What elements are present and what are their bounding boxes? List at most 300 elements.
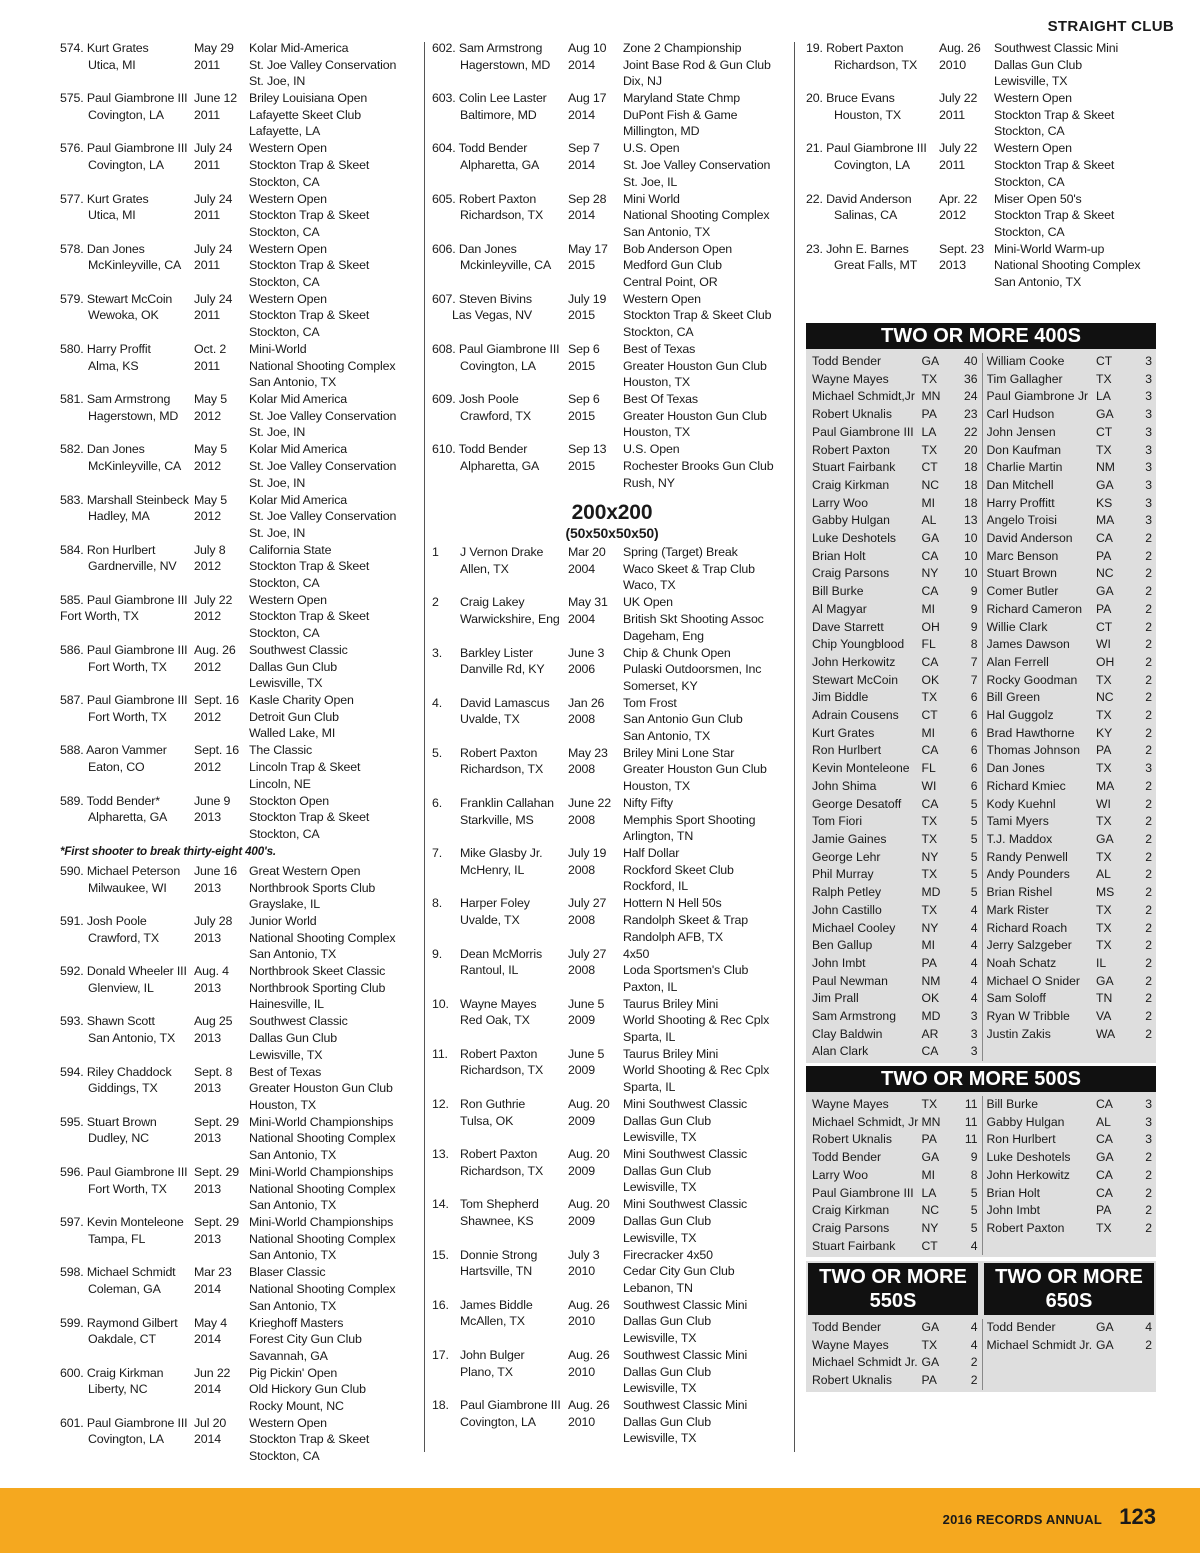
record-entry: [60, 90, 420, 140]
record-date: [194, 742, 249, 792]
event-line: Rush, NY: [623, 475, 675, 490]
shooter-state: MI: [921, 1167, 936, 1182]
table-row: [987, 902, 1153, 920]
record-shooter: [60, 1114, 194, 1164]
shooter-state: PA: [1096, 1203, 1112, 1218]
shooter-name: Shawn Scott: [86, 1014, 155, 1029]
date-year: 2014: [568, 57, 595, 72]
count: 2: [1145, 1009, 1152, 1024]
record-number: 576.: [60, 141, 84, 156]
event-line: Krieghoff Masters: [249, 1315, 344, 1330]
count: 2: [1145, 955, 1152, 970]
shooter-state: MA: [1096, 778, 1115, 793]
record-number: 12.: [432, 1097, 449, 1112]
table-500s: [806, 1066, 1156, 1257]
record-shooter: [460, 845, 568, 895]
record-event: [623, 695, 792, 745]
table-row: [987, 601, 1153, 619]
date-year: 2009: [568, 1013, 595, 1028]
record-date: [568, 191, 623, 241]
shooter-line: [806, 140, 939, 157]
record-shooter: [60, 1164, 194, 1214]
shooter-name: Dan Jones: [86, 241, 145, 256]
date-day: Jun 22: [194, 1365, 231, 1380]
count: 3: [1145, 354, 1152, 368]
record-event: [249, 1164, 420, 1214]
shooter-state: PA: [921, 1373, 937, 1388]
record-entry: [806, 191, 1156, 241]
record-event: [623, 645, 792, 695]
table-row: [987, 459, 1153, 477]
shooter-line: [432, 391, 568, 408]
record-event: [623, 1297, 792, 1347]
table-row: [812, 920, 978, 938]
record-event: [249, 1114, 420, 1164]
count: 3: [970, 1009, 978, 1024]
shooter-location: Fort Worth, TX: [88, 709, 167, 724]
table-row: [987, 760, 1153, 778]
event-line: Southwest Classic Mini: [623, 1347, 748, 1362]
shooter-name: Paul Giambrone III: [460, 1398, 561, 1413]
shooter-name: Stuart Fairbank: [812, 1238, 896, 1253]
date-day: July 22: [939, 141, 978, 156]
table-row: [812, 565, 978, 583]
record-date: [568, 391, 623, 441]
record-entry: [60, 391, 420, 441]
event-line: St. Joe, IN: [249, 525, 306, 540]
count: 2: [1145, 1203, 1152, 1218]
table-row: [987, 406, 1153, 424]
event-line: Stockton Trap & Skeet: [249, 258, 370, 273]
shooter-line: [60, 492, 194, 509]
event-line: St. Joe, IL: [623, 174, 678, 189]
record-entry: [432, 645, 792, 695]
shooter-name: Paul Giambrone III: [86, 91, 188, 106]
shooter-location: McKinleyville, CA: [88, 458, 182, 473]
date-day: Sep 7: [568, 141, 600, 156]
record-entry: [60, 1064, 420, 1114]
record-shooter: [60, 40, 194, 90]
event-line: National Shooting Complex: [623, 208, 770, 223]
record-number: 13.: [432, 1147, 449, 1162]
table-row: [812, 1096, 978, 1114]
date-day: Aug. 26: [568, 1297, 610, 1312]
table-row: [812, 973, 978, 991]
shooter-line: [60, 140, 194, 157]
shooter-location: Covington, LA: [88, 1432, 164, 1447]
count: 6: [970, 761, 978, 776]
shooter-name: Alan Clark: [812, 1044, 869, 1059]
table-row: [987, 477, 1153, 495]
date-day: June 5: [568, 996, 605, 1011]
shooter-location: Uvalde, TX: [460, 712, 520, 727]
record-shooter: [460, 1046, 568, 1096]
shooter-state: WI: [1096, 796, 1111, 811]
count: 10: [963, 566, 978, 581]
shooter-state: AL: [921, 513, 937, 528]
table-550s-650s: [806, 1261, 1156, 1392]
date-year: 2008: [568, 762, 595, 777]
event-line: Taurus Briley Mini: [623, 996, 719, 1011]
event-line: National Shooting Complex: [249, 1181, 396, 1196]
event-line: Lincoln Trap & Skeet: [249, 760, 361, 774]
count: 40: [963, 354, 978, 368]
count: 2: [1145, 991, 1152, 1006]
table-row: [812, 1149, 978, 1167]
table-row: [987, 1114, 1153, 1132]
shooter-name: Craig Kirkman: [812, 477, 890, 492]
record-entry: [432, 441, 792, 491]
count: 3: [1145, 407, 1152, 422]
record-date: [194, 1164, 249, 1214]
shooter-location: Utica, MI: [88, 57, 136, 72]
shooter-state: GA: [921, 354, 940, 368]
shooter-state: AL: [1096, 1114, 1111, 1129]
record-event: [623, 996, 792, 1046]
record-entry: [432, 241, 792, 291]
record-date: [939, 191, 994, 241]
record-shooter: [460, 1096, 568, 1146]
record-entry: [60, 1114, 420, 1164]
record-event: [249, 642, 420, 692]
shooter-name: Jim Biddle: [812, 690, 869, 705]
shooter-line: [60, 913, 194, 930]
shooter-name: Luke Deshotels: [812, 531, 897, 546]
count: 6: [970, 690, 978, 705]
record-date: [568, 1046, 623, 1096]
count: 2: [1145, 1150, 1152, 1165]
date-day: July 27: [568, 896, 607, 911]
shooter-location: Richardson, TX: [460, 1063, 544, 1078]
date-year: 2013: [194, 1131, 221, 1146]
shooter-name: Craig Kirkman: [86, 1365, 164, 1380]
event-line: St. Joe, IN: [249, 475, 306, 490]
event-line: Western Open: [249, 141, 327, 156]
record-shooter: [60, 241, 194, 291]
record-shooter: [432, 291, 568, 341]
record-date: [568, 90, 623, 140]
shooter-name: Harry Proffit: [86, 342, 151, 357]
event-line: Stockton Trap & Skeet: [249, 157, 370, 172]
event-line: U.S. Open: [623, 442, 680, 457]
date-year: 2010: [568, 1314, 595, 1329]
shooter-name: Robert Paxton: [826, 41, 904, 55]
event-line: Lafayette Skeet Club: [249, 107, 362, 122]
record-event: [249, 542, 420, 592]
shooter-state: TX: [921, 690, 938, 705]
record-number: 11.: [432, 1046, 448, 1061]
date-year: 2013: [194, 880, 221, 895]
record-entry: [432, 845, 792, 895]
shooter-location: Crawford, TX: [88, 930, 159, 945]
shooter-state: CA: [921, 1044, 939, 1059]
shooter-state: TN: [1096, 991, 1113, 1006]
event-line: Southwest Classic: [249, 1014, 348, 1029]
shooter-state: AL: [1096, 867, 1111, 882]
event-line: Arlington, TN: [623, 829, 694, 844]
table-row: [987, 619, 1153, 637]
shooter-state: MI: [921, 495, 936, 510]
date-day: Aug. 26: [568, 1398, 610, 1413]
record-number: 579.: [60, 291, 84, 306]
shooter-state: GA: [921, 1320, 940, 1334]
table-row: [987, 442, 1153, 460]
record-date: [568, 140, 623, 190]
count: 24: [963, 389, 978, 404]
event-line: Nifty Fifty: [623, 796, 673, 811]
record-date: [194, 642, 249, 692]
date-day: May 4: [194, 1315, 227, 1330]
event-line: Walled Lake, MI: [249, 726, 336, 741]
record-number: 22.: [806, 191, 823, 206]
shooter-state: MS: [1096, 885, 1115, 900]
count: 2: [1145, 708, 1152, 723]
date-year: 2009: [568, 1113, 595, 1128]
count: 2: [1145, 601, 1152, 616]
table-row: [812, 1167, 978, 1185]
table-row: [987, 884, 1153, 902]
shooter-name: Ron Hurlbert: [86, 542, 156, 557]
shooter-location: Allen, TX: [460, 561, 509, 576]
shooter-name: Stuart Fairbank: [812, 460, 896, 475]
event-line: Lewisville, TX: [994, 74, 1068, 89]
count: 3: [970, 1026, 978, 1041]
record-event: [249, 1064, 420, 1114]
shooter-state: CT: [921, 460, 938, 475]
event-line: Stockton, CA: [249, 174, 320, 189]
event-line: Briley Louisiana Open: [249, 91, 368, 106]
event-line: Lincoln, NE: [249, 776, 311, 791]
date-year: 2011: [194, 107, 221, 122]
count: 2: [1145, 690, 1152, 705]
record-shooter: [60, 542, 194, 592]
record-entry: [60, 963, 420, 1013]
date-year: 2011: [194, 208, 221, 223]
table-550s-title-line2: 550S: [869, 1290, 917, 1312]
shooter-line: [60, 1365, 194, 1382]
shooter-name: Andy Pounders: [986, 867, 1070, 882]
shooter-name: Michael O Snider: [986, 973, 1080, 988]
shooter-location: Fort Worth, TX: [88, 659, 167, 674]
event-line: Northbrook Sports Club: [249, 880, 376, 895]
shooter-location: Hagerstown, MD: [460, 57, 551, 72]
date-day: Aug. 4: [194, 964, 229, 979]
record-date: [568, 1096, 623, 1146]
shooter-name: Chip Youngblood: [812, 637, 905, 652]
record-shooter: [806, 40, 939, 90]
table-row: [987, 353, 1153, 371]
date-year: 2013: [194, 980, 221, 995]
shooter-name: Michael Schmidt,Jr: [812, 389, 915, 404]
record-shooter: [460, 1297, 568, 1347]
record-entry: [60, 1214, 420, 1264]
table-row: [987, 1202, 1153, 1220]
count: 3: [1145, 1114, 1152, 1129]
shooter-location: Warwickshire, Eng: [460, 611, 560, 626]
date-day: July 19: [568, 291, 607, 306]
count: 9: [970, 601, 978, 616]
date-day: Aug. 20: [568, 1097, 610, 1112]
shooter-location: Shawnee, KS: [460, 1213, 534, 1228]
shooter-name: Craig Parsons: [812, 1220, 890, 1235]
record-date: [568, 1196, 623, 1246]
date-year: 2008: [568, 812, 595, 827]
record-entry: [432, 594, 792, 644]
record-entry: [432, 695, 792, 745]
table-650s-title: [984, 1263, 1154, 1315]
event-line: National Shooting Complex: [249, 1131, 396, 1146]
date-day: Aug. 26: [194, 643, 236, 658]
shooter-location: Baltimore, MD: [460, 107, 537, 122]
record-event: [623, 391, 792, 441]
shooter-name: Kevin Monteleone: [86, 1215, 184, 1230]
record-event: [623, 1196, 792, 1246]
event-line: Stockton Open: [249, 793, 330, 808]
event-line: Dix, NJ: [623, 74, 662, 89]
shooter-name: Harper Foley: [460, 896, 530, 911]
record-date: [568, 745, 623, 795]
table-row: [987, 530, 1153, 548]
date-year: 2011: [939, 107, 966, 122]
date-day: May 5: [194, 392, 227, 407]
event-line: Medford Gun Club: [623, 258, 722, 273]
record-date: [568, 241, 623, 291]
record-date: [194, 1365, 249, 1415]
shooter-name: Paul Giambrone III: [86, 643, 188, 658]
event-line: Stockton, CA: [623, 325, 694, 340]
table-row: [987, 778, 1153, 796]
date-year: 2010: [568, 1414, 595, 1429]
record-number: 595.: [60, 1114, 84, 1129]
table-400s-title: TWO OR MORE 400S: [806, 323, 1156, 349]
record-date: [568, 40, 623, 90]
shooter-line: [60, 963, 194, 980]
record-event: [623, 544, 792, 594]
shooter-state: CA: [1096, 1167, 1113, 1182]
record-number: 6.: [432, 796, 443, 811]
date-day: Sept. 29: [194, 1215, 239, 1230]
shooter-name: John Bulger: [460, 1347, 525, 1362]
table-row: [812, 813, 978, 831]
shooter-line: [60, 863, 194, 880]
table-row: [812, 725, 978, 743]
record-shooter: [460, 745, 568, 795]
count: 3: [1145, 513, 1152, 528]
count: 9: [970, 619, 978, 634]
event-line: Dallas Gun Club: [994, 57, 1082, 72]
date-day: June 22: [568, 796, 612, 811]
shooter-state: CA: [921, 654, 939, 669]
date-day: July 22: [194, 592, 233, 607]
date-day: May 5: [194, 492, 227, 507]
record-event: [249, 592, 420, 642]
count: 5: [970, 885, 978, 900]
count: 2: [1145, 1185, 1152, 1200]
record-entry: [432, 745, 792, 795]
record-date: [568, 645, 623, 695]
shooter-name: Wayne Mayes: [812, 371, 889, 386]
count: 2: [1145, 531, 1152, 546]
shooter-name: Ben Gallup: [812, 938, 873, 953]
record-entry: [806, 140, 1156, 190]
record-event: [623, 341, 792, 391]
shooter-name: David Lamascus: [460, 695, 550, 710]
shooter-name: Jerry Salzgeber: [986, 938, 1072, 953]
shooter-location: Covington, LA: [834, 157, 910, 172]
record-entry: [60, 1415, 420, 1465]
shooter-location: Las Vegas, NV: [452, 308, 533, 323]
shooter-name: Kevin Monteleone: [812, 761, 910, 776]
record-entry: [60, 863, 420, 913]
count: 2: [1145, 973, 1152, 988]
shooter-name: Michael Schmidt Jr.: [812, 1355, 918, 1370]
table-row: [987, 1026, 1153, 1044]
event-line: Old Hickory Gun Club: [249, 1382, 366, 1397]
shooter-location: Covington, LA: [460, 1414, 536, 1429]
count: 10: [963, 548, 978, 563]
date-day: May 29: [194, 41, 234, 55]
event-line: 4x50: [623, 946, 650, 961]
event-line: Stockton, CA: [249, 1449, 320, 1464]
count: 7: [970, 654, 978, 669]
shooter-name: John Shima: [812, 778, 877, 793]
record-number: 19.: [806, 41, 823, 55]
table-row: [812, 601, 978, 619]
shooter-line: [60, 391, 194, 408]
shooter-state: LA: [921, 1185, 937, 1200]
shooter-name: Charlie Martin: [986, 460, 1063, 475]
event-line: Detroit Gun Club: [249, 709, 339, 724]
record-entry: [432, 1196, 792, 1246]
count: 2: [1145, 938, 1152, 953]
count: 11: [964, 1132, 978, 1147]
record-shooter: [460, 1347, 568, 1397]
shooter-name: David Anderson: [826, 191, 912, 206]
shooter-name: Bill Burke: [812, 584, 864, 599]
event-line: Taurus Briley Mini: [623, 1046, 719, 1061]
shooter-name: Brian Rishel: [986, 885, 1053, 900]
table-400s: [806, 323, 1156, 1063]
shooter-name: T.J. Maddox: [986, 831, 1053, 846]
date-day: Mar 23: [194, 1265, 232, 1280]
shooter-state: GA: [1096, 831, 1114, 846]
record-date: [194, 140, 249, 190]
record-date: [194, 542, 249, 592]
table-row: [987, 1008, 1153, 1026]
date-day: June 16: [194, 863, 238, 878]
table-row: [812, 689, 978, 707]
event-line: Western Open: [249, 241, 327, 256]
record-date: [568, 795, 623, 845]
event-line: Greater Houston Gun Club: [249, 1081, 393, 1096]
shooter-line: [806, 191, 939, 208]
shooter-state: NY: [921, 566, 939, 581]
record-entry: [60, 341, 420, 391]
event-line: Stockton Trap & Skeet: [249, 559, 370, 574]
table-row: [812, 1185, 978, 1203]
record-date: [568, 1247, 623, 1297]
event-line: Dallas Gun Club: [623, 1113, 711, 1128]
count: 2: [1145, 849, 1152, 864]
shooter-line: [432, 241, 568, 258]
shooter-state: CA: [1096, 1132, 1113, 1147]
shooter-location: Gardnerville, NV: [88, 559, 177, 574]
record-number: 10.: [432, 996, 449, 1011]
event-line: UK Open: [623, 595, 673, 610]
date-year: 2004: [568, 561, 595, 576]
record-date: [194, 241, 249, 291]
shooter-name: John Jensen: [986, 424, 1056, 439]
